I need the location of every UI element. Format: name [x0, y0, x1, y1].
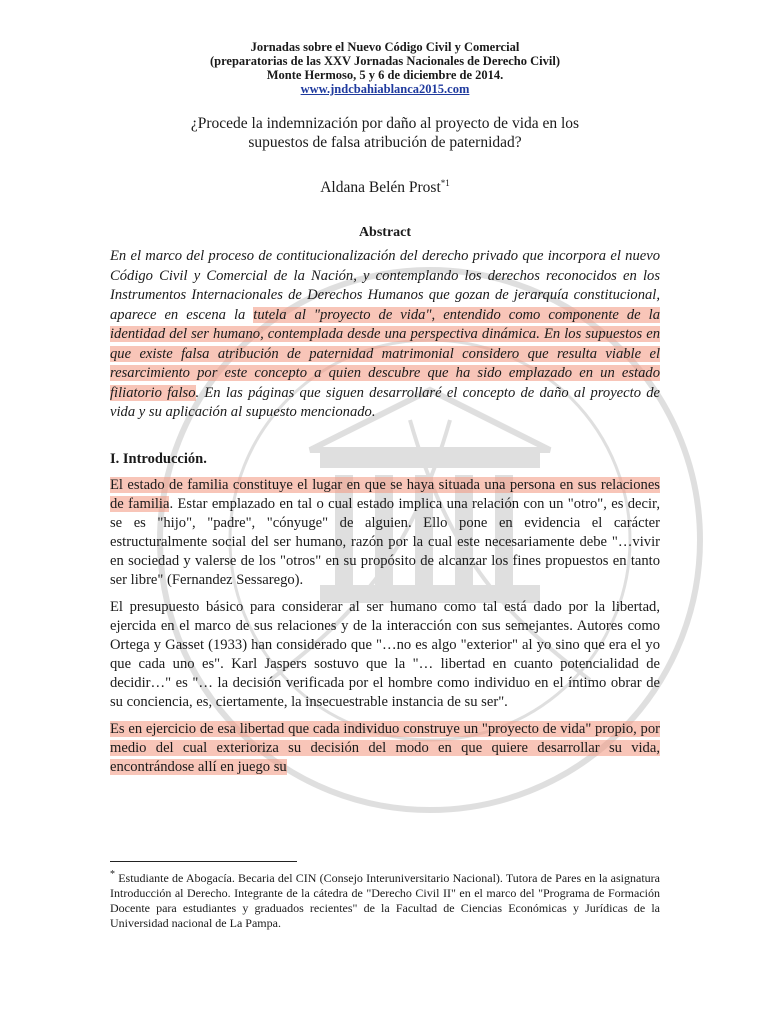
footnote-text: Estudiante de Abogacía. Becaria del CIN (Consejo Interuniversitario Nacional). Tutora de Pares en la asignatura Introducción al Derecho. Integrante de la cátedra de "Derecho Civil II" en el marco del "Programa de Formación Docente para estudiantes y graduados recientes" de la Facultad de Ciencias Económicas y Jurídicas de la Universidad nacional de La Pampa.: [110, 871, 660, 930]
header-line-1: Jornadas sobre el Nuevo Código Civil y Comercial: [250, 40, 520, 54]
document-page: [110, 40, 660, 777]
conference-header: [110, 40, 660, 96]
abstract-highlight: tutela al "proyecto de vida", entendido como componente de la identidad del ser humano, contemplada desde una perspectiva dinámica. En los supuestos en que existe falsa atribución de paternidad matrimonial considero que resulta viable el resarcimiento por este concepto a quien descubre que ha sido emplazado en un estado filiatorio falso: [110, 306, 660, 401]
header-line-2: (preparatorias de las XXV Jornadas Nacionales de Derecho Civil): [210, 54, 560, 68]
paragraph-1-highlight: El estado de familia constituye el lugar en que se haya situada una persona en sus relaciones de familia: [110, 476, 660, 512]
abstract-part-2: . En las páginas que siguen desarrollaré el concepto de daño al proyecto de vida y su aplicación al supuesto mencionado.: [110, 384, 660, 421]
paragraph-3: [110, 720, 660, 777]
abstract-part-1: En el marco del proceso de contitucionalización del derecho privado que incorpora el nuevo Código Civil y Comercial de la Nación, y contemplando los derechos reconocidos en los Instrumentos Internacionales de Derechos Humanos que gozan de jerarquía constitucional, aparece en escena la: [110, 248, 660, 323]
paragraph-2: El presupuesto básico para considerar al ser humano como tal está dado por la libertad, ejercida en el marco de sus relaciones y de la interacción con sus semejantes. Autores como Ortega y Gasset (1933) han considerado que "…no es algo "exterior" al yo sino que era el yo que cada uno es". Karl Jaspers sostuvo que la "… libertad en cuanto potencialidad de decidir…" es "… la decisión verificada por el hombre como individuo en el íntimo obrar de su conciencia, es, ciertamente, la insecuestrable instancia de su ser".: [110, 598, 660, 710]
footnote-divider: [110, 861, 297, 862]
conference-link[interactable]: www.jndcbahiablanca2015.com: [300, 82, 470, 96]
footnote-mark: *: [110, 869, 115, 880]
paragraph-1-rest: . Estar emplazado en tal o cual estado implica una relación con un "otro", es decir, se es "hijo", "padre", "cónyuge" de alguien. Ello pone en evidencia el carácter estructuralmente social del ser humano, razón por la cual este necesariamente debe "…vivir en sociedad y valerse de los "otros" en su propósito de alcanzar los fines propuestos en tanto ser libre" (Fernandez Sessarego).: [110, 495, 660, 588]
author-name: Aldana Belén Prost: [320, 179, 441, 197]
title-line-2: supuestos de falsa atribución de paternidad?: [248, 134, 522, 151]
section-heading: I. Introducción.: [110, 450, 207, 467]
abstract-text: [110, 247, 660, 423]
abstract-heading: Abstract: [358, 225, 412, 241]
footnote: [110, 867, 660, 931]
paragraph-1: [110, 476, 660, 590]
author-footnote-mark[interactable]: *1: [440, 178, 450, 188]
header-line-3: Monte Hermoso, 5 y 6 de diciembre de 2014.: [266, 68, 504, 82]
paragraph-3-highlight: Es en ejercicio de esa libertad que cada individuo construye un "proyecto de vida" propio, por medio del cual exterioriza su decisión del modo en que quiere desarrollar su vida, encontrándose allí en juego su: [110, 720, 660, 775]
title-line-1: ¿Procede la indemnización por daño al proyecto de vida en los: [190, 115, 580, 132]
author: [110, 178, 660, 197]
paper-title: [110, 114, 660, 152]
